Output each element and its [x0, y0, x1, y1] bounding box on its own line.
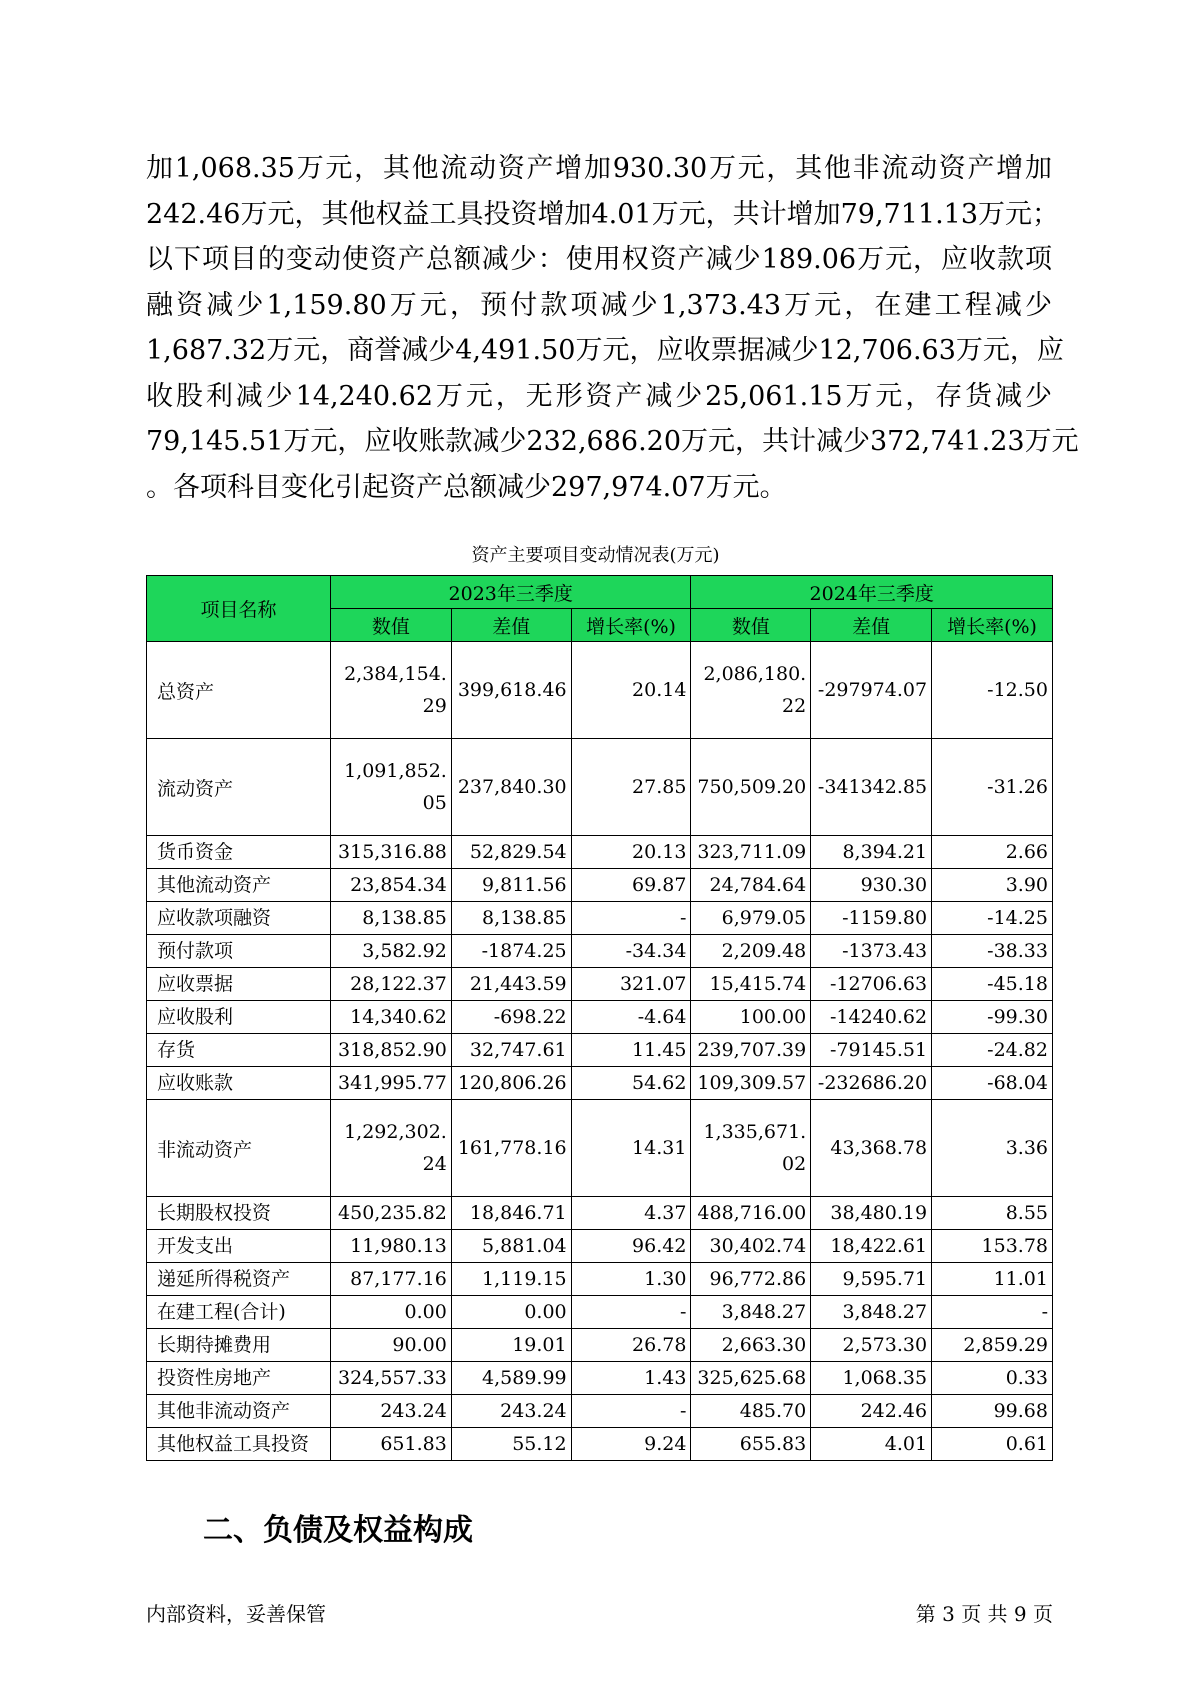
- paragraph-line: 242.46万元，其他权益工具投资增加4.01万元，共计增加79,711.13万元；: [146, 198, 1060, 230]
- row-cell: 3,848.27: [811, 1296, 932, 1329]
- row-cell: 930.30: [811, 869, 932, 902]
- row-cell: -12.50: [932, 642, 1053, 739]
- row-cell: 0.61: [932, 1428, 1053, 1461]
- row-item-name: 应收款项融资: [147, 902, 331, 935]
- row-cell: -: [571, 1296, 691, 1329]
- table-row: [147, 935, 1053, 968]
- row-cell: 15,415.74: [691, 968, 811, 1001]
- row-cell: 8,394.21: [811, 836, 932, 869]
- row-cell: 20.13: [571, 836, 691, 869]
- row-item-name: 预付款项: [147, 935, 331, 968]
- table-row: [147, 1067, 1053, 1100]
- row-cell: -68.04: [932, 1067, 1053, 1100]
- row-cell: 30,402.74: [691, 1230, 811, 1263]
- row-cell: 651.83: [330, 1428, 451, 1461]
- row-cell: 24,784.64: [691, 869, 811, 902]
- row-cell: 655.83: [691, 1428, 811, 1461]
- row-cell: 4.37: [571, 1197, 691, 1230]
- row-cell: 54.62: [571, 1067, 691, 1100]
- row-item-name: 投资性房地产: [147, 1362, 331, 1395]
- row-item-name: 其他权益工具投资: [147, 1428, 331, 1461]
- row-cell: 318,852.90: [330, 1034, 451, 1067]
- row-cell: -232686.20: [811, 1067, 932, 1100]
- table-row: [147, 1329, 1053, 1362]
- row-cell: -698.22: [451, 1001, 571, 1034]
- row-cell: 341,995.77: [330, 1067, 451, 1100]
- row-item-name: 递延所得税资产: [147, 1263, 331, 1296]
- table-row: [147, 1230, 1053, 1263]
- row-cell: 27.85: [571, 739, 691, 836]
- row-item-name: 应收票据: [147, 968, 331, 1001]
- row-cell: -38.33: [932, 935, 1053, 968]
- row-cell: -14.25: [932, 902, 1053, 935]
- row-cell: -14240.62: [811, 1001, 932, 1034]
- row-cell: 1.30: [571, 1263, 691, 1296]
- paragraph-line: 。各项科目变化引起资产总额减少297,974.07万元。: [146, 471, 787, 503]
- row-cell: 239,707.39: [691, 1034, 811, 1067]
- row-cell: 2,573.30: [811, 1329, 932, 1362]
- row-item-name: 开发支出: [147, 1230, 331, 1263]
- row-cell: -45.18: [932, 968, 1053, 1001]
- row-cell: 20.14: [571, 642, 691, 739]
- section-heading: 二、负债及权益构成: [203, 1513, 473, 1548]
- header-growth-rate: 增长率(%): [932, 609, 1053, 642]
- table-row: [147, 836, 1053, 869]
- table-row: [147, 1296, 1053, 1329]
- row-item-name: 流动资产: [147, 739, 331, 836]
- row-cell: -1874.25: [451, 935, 571, 968]
- row-cell: -: [571, 1395, 691, 1428]
- table-row: [147, 1362, 1053, 1395]
- table-body: [147, 642, 1053, 1461]
- row-cell: 1,091,852.05: [330, 739, 451, 836]
- row-item-name: 存货: [147, 1034, 331, 1067]
- paragraph-line: 1,687.32万元，商誉减少4,491.50万元，应收票据减少12,706.63万元，应: [146, 335, 1064, 366]
- header-item-name: 项目名称: [147, 576, 331, 642]
- row-cell: 28,122.37: [330, 968, 451, 1001]
- row-cell: 55.12: [451, 1428, 571, 1461]
- row-cell: 237,840.30: [451, 739, 571, 836]
- header-diff: 差值: [451, 609, 571, 642]
- row-cell: 87,177.16: [330, 1263, 451, 1296]
- asset-change-table: [146, 575, 1053, 1461]
- row-cell: 2.66: [932, 836, 1053, 869]
- row-item-name: 非流动资产: [147, 1100, 331, 1197]
- row-cell: 11.01: [932, 1263, 1053, 1296]
- row-cell: 99.68: [932, 1395, 1053, 1428]
- row-cell: 19.01: [451, 1329, 571, 1362]
- table-row: [147, 1197, 1053, 1230]
- row-cell: 488,716.00: [691, 1197, 811, 1230]
- table-row: [147, 1034, 1053, 1067]
- table-row: [147, 968, 1053, 1001]
- header-value: 数值: [330, 609, 451, 642]
- footer-confidential-note: 内部资料，妥善保管: [146, 1602, 326, 1626]
- row-cell: 3,582.92: [330, 935, 451, 968]
- row-item-name: 应收股利: [147, 1001, 331, 1034]
- row-item-name: 货币资金: [147, 836, 331, 869]
- header-value: 数值: [691, 609, 811, 642]
- header-growth-rate: 增长率(%): [571, 609, 691, 642]
- row-cell: -12706.63: [811, 968, 932, 1001]
- table-row: [147, 1428, 1053, 1461]
- row-cell: 4,589.99: [451, 1362, 571, 1395]
- table-row: [147, 739, 1053, 836]
- row-cell: 2,209.48: [691, 935, 811, 968]
- row-cell: 321.07: [571, 968, 691, 1001]
- row-cell: -1373.43: [811, 935, 932, 968]
- row-item-name: 其他流动资产: [147, 869, 331, 902]
- row-cell: 52,829.54: [451, 836, 571, 869]
- row-cell: 399,618.46: [451, 642, 571, 739]
- row-cell: 96.42: [571, 1230, 691, 1263]
- table-row: [147, 642, 1053, 739]
- footer-page-number: 第 3 页 共 9 页: [915, 1602, 1053, 1626]
- body-paragraph: [146, 146, 1079, 510]
- table-caption: 资产主要项目变动情况表(万元): [471, 545, 720, 566]
- row-cell: 2,384,154.29: [330, 642, 451, 739]
- row-cell: 450,235.82: [330, 1197, 451, 1230]
- row-cell: 750,509.20: [691, 739, 811, 836]
- row-cell: 5,881.04: [451, 1230, 571, 1263]
- row-cell: 2,663.30: [691, 1329, 811, 1362]
- row-cell: 69.87: [571, 869, 691, 902]
- table-row: [147, 1263, 1053, 1296]
- row-cell: 243.24: [451, 1395, 571, 1428]
- row-cell: -341342.85: [811, 739, 932, 836]
- row-cell: 32,747.61: [451, 1034, 571, 1067]
- paragraph-line: 融资减少1,159.80万元，预付款项减少1,373.43万元，在建工程减少: [146, 289, 1052, 321]
- row-cell: 1,119.15: [451, 1263, 571, 1296]
- row-cell: 485.70: [691, 1395, 811, 1428]
- row-cell: 1,335,671.02: [691, 1100, 811, 1197]
- row-cell: 9,811.56: [451, 869, 571, 902]
- row-cell: 21,443.59: [451, 968, 571, 1001]
- row-item-name: 总资产: [147, 642, 331, 739]
- row-cell: 161,778.16: [451, 1100, 571, 1197]
- row-cell: 96,772.86: [691, 1263, 811, 1296]
- row-cell: 120,806.26: [451, 1067, 571, 1100]
- row-cell: -: [932, 1296, 1053, 1329]
- table-row: [147, 1001, 1053, 1034]
- table-row: [147, 869, 1053, 902]
- row-cell: 8.55: [932, 1197, 1053, 1230]
- row-cell: 14.31: [571, 1100, 691, 1197]
- row-cell: -297974.07: [811, 642, 932, 739]
- row-cell: 100.00: [691, 1001, 811, 1034]
- paragraph-line: 79,145.51万元，应收账款减少232,686.20万元，共计减少372,741.23万元: [146, 426, 1079, 457]
- row-cell: 242.46: [811, 1395, 932, 1428]
- header-year-2023: 2023年三季度: [330, 576, 690, 609]
- row-cell: 4.01: [811, 1428, 932, 1461]
- row-cell: -79145.51: [811, 1034, 932, 1067]
- row-cell: 109,309.57: [691, 1067, 811, 1100]
- row-cell: -99.30: [932, 1001, 1053, 1034]
- row-cell: 243.24: [330, 1395, 451, 1428]
- row-cell: 0.33: [932, 1362, 1053, 1395]
- row-cell: 2,086,180.22: [691, 642, 811, 739]
- row-cell: 0.00: [451, 1296, 571, 1329]
- row-cell: 3,848.27: [691, 1296, 811, 1329]
- row-cell: 0.00: [330, 1296, 451, 1329]
- row-cell: 23,854.34: [330, 869, 451, 902]
- row-cell: 11,980.13: [330, 1230, 451, 1263]
- header-year-2024: 2024年三季度: [691, 576, 1053, 609]
- row-cell: 3.36: [932, 1100, 1053, 1197]
- row-cell: 14,340.62: [330, 1001, 451, 1034]
- row-cell: 11.45: [571, 1034, 691, 1067]
- header-diff: 差值: [811, 609, 932, 642]
- row-cell: 18,846.71: [451, 1197, 571, 1230]
- row-cell: 324,557.33: [330, 1362, 451, 1395]
- row-cell: 6,979.05: [691, 902, 811, 935]
- row-item-name: 长期股权投资: [147, 1197, 331, 1230]
- row-cell: -24.82: [932, 1034, 1053, 1067]
- row-cell: -31.26: [932, 739, 1053, 836]
- row-cell: 1,068.35: [811, 1362, 932, 1395]
- row-item-name: 在建工程(合计): [147, 1296, 331, 1329]
- row-item-name: 长期待摊费用: [147, 1329, 331, 1362]
- paragraph-line: 收股利减少14,240.62万元，无形资产减少25,061.15万元，存货减少: [146, 380, 1052, 412]
- row-cell: 43,368.78: [811, 1100, 932, 1197]
- row-cell: 38,480.19: [811, 1197, 932, 1230]
- row-cell: -1159.80: [811, 902, 932, 935]
- paragraph-line: 以下项目的变动使资产总额减少：使用权资产减少189.06万元，应收款项: [146, 244, 1052, 275]
- row-cell: 9.24: [571, 1428, 691, 1461]
- row-cell: 90.00: [330, 1329, 451, 1362]
- paragraph-line: 加1,068.35万元，其他流动资产增加930.30万元，其他非流动资产增加: [146, 153, 1052, 184]
- table-row: [147, 1395, 1053, 1428]
- row-cell: 2,859.29: [932, 1329, 1053, 1362]
- row-cell: 26.78: [571, 1329, 691, 1362]
- row-cell: -34.34: [571, 935, 691, 968]
- row-cell: 1.43: [571, 1362, 691, 1395]
- row-cell: 1,292,302.24: [330, 1100, 451, 1197]
- row-item-name: 其他非流动资产: [147, 1395, 331, 1428]
- row-cell: 315,316.88: [330, 836, 451, 869]
- table-row: [147, 902, 1053, 935]
- row-cell: 3.90: [932, 869, 1053, 902]
- row-cell: 8,138.85: [330, 902, 451, 935]
- row-cell: 9,595.71: [811, 1263, 932, 1296]
- row-cell: 323,711.09: [691, 836, 811, 869]
- row-cell: 153.78: [932, 1230, 1053, 1263]
- row-cell: -4.64: [571, 1001, 691, 1034]
- row-cell: 325,625.68: [691, 1362, 811, 1395]
- row-item-name: 应收账款: [147, 1067, 331, 1100]
- table-header: [147, 576, 1053, 642]
- table-row: [147, 1100, 1053, 1197]
- row-cell: 8,138.85: [451, 902, 571, 935]
- row-cell: -: [571, 902, 691, 935]
- row-cell: 18,422.61: [811, 1230, 932, 1263]
